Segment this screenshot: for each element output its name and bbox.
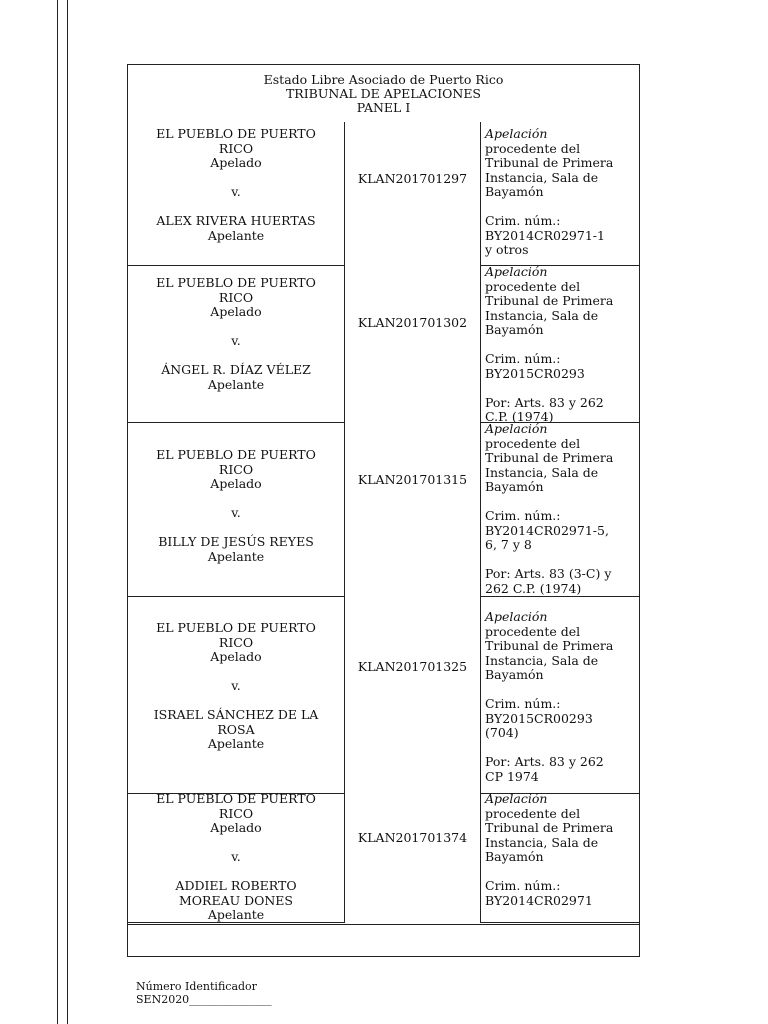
appellee-name-cont: RICO bbox=[218, 805, 254, 821]
origin-line: Bayamón bbox=[485, 322, 544, 337]
appellee-name-cont: RICO bbox=[218, 634, 254, 650]
appeal-type: Apelación bbox=[485, 791, 548, 806]
origin-line: procedente del bbox=[485, 623, 581, 639]
appeal-type: Apelación bbox=[485, 421, 548, 436]
appellant-role: Apelante bbox=[207, 376, 265, 392]
appellant-name-cont: MOREAU DONES bbox=[178, 892, 293, 908]
versus: v. bbox=[231, 505, 241, 520]
origin-line: Instancia, Sala de bbox=[485, 169, 599, 185]
footer-code: SEN2020_______________ bbox=[136, 993, 272, 1006]
origin-line: Bayamón bbox=[485, 184, 544, 199]
margin-line-inner bbox=[67, 0, 68, 1024]
articles-line: Por: Arts. 83 (3-C) y bbox=[485, 566, 612, 581]
appellee-name: EL PUEBLO DE PUERTO bbox=[156, 126, 316, 141]
criminal-number-line: BY2014CR02971-5, bbox=[485, 522, 609, 538]
appellee-role: Apelado bbox=[210, 820, 262, 835]
footer-label: Número Identificador bbox=[136, 980, 257, 993]
versus: v. bbox=[231, 333, 241, 348]
case-number: KLAN201701374 bbox=[357, 830, 468, 845]
origin-line: Tribunal de Primera bbox=[485, 820, 614, 835]
caption-table bbox=[127, 64, 640, 957]
procedure-cell bbox=[480, 423, 640, 597]
criminal-number-line: BY2014CR02971-1 bbox=[485, 227, 605, 243]
articles-line: 262 C.P. (1974) bbox=[485, 580, 582, 596]
origin-line: Instancia, Sala de bbox=[485, 834, 599, 850]
appellant-role: Apelante bbox=[207, 548, 265, 564]
procedure-cell bbox=[480, 266, 640, 423]
appellant-name: ÁNGEL R. DÍAZ VÉLEZ bbox=[161, 362, 311, 377]
case-number: KLAN201701315 bbox=[357, 472, 468, 487]
appellee-name-cont: RICO bbox=[218, 461, 254, 477]
case-number: KLAN201701297 bbox=[357, 171, 468, 186]
origin-line: procedente del bbox=[485, 805, 581, 821]
appellant-name: ADDIEL ROBERTO bbox=[175, 878, 297, 893]
appellee-name: EL PUEBLO DE PUERTO bbox=[156, 620, 316, 635]
versus: v. bbox=[231, 849, 241, 864]
origin-line: Instancia, Sala de bbox=[485, 464, 599, 480]
margin-line-outer bbox=[57, 0, 58, 1024]
versus: v. bbox=[231, 678, 241, 693]
procedure-cell bbox=[480, 597, 640, 794]
appeal-type: Apelación bbox=[485, 609, 548, 624]
criminal-number-line: Crim. núm.: bbox=[485, 696, 561, 711]
procedure-cell bbox=[480, 791, 640, 923]
origin-line: Tribunal de Primera bbox=[485, 638, 614, 653]
origin-line: procedente del bbox=[485, 278, 581, 294]
articles-line: Por: Arts. 83 y 262 bbox=[485, 394, 604, 410]
origin-line: Bayamón bbox=[485, 849, 544, 864]
appellee-name-cont: RICO bbox=[218, 289, 254, 305]
appeal-type: Apelación bbox=[485, 126, 548, 141]
appellee-name: EL PUEBLO DE PUERTO bbox=[156, 791, 316, 806]
versus: v. bbox=[231, 184, 241, 199]
court-header bbox=[128, 73, 639, 115]
footer bbox=[136, 980, 272, 1006]
party-cell bbox=[128, 423, 345, 597]
party-cell bbox=[128, 122, 345, 266]
origin-line: Bayamón bbox=[485, 479, 544, 494]
appellee-name: EL PUEBLO DE PUERTO bbox=[156, 275, 316, 290]
party-cell bbox=[128, 597, 345, 794]
origin-line: procedente del bbox=[485, 435, 581, 451]
articles-line: Por: Arts. 83 y 262 bbox=[485, 754, 604, 769]
appellant-role: Apelante bbox=[207, 907, 265, 922]
criminal-number-line: Crim. núm.: bbox=[485, 508, 561, 523]
criminal-number-line: BY2015CR0293 bbox=[485, 365, 585, 381]
header-line-3: PANEL I bbox=[356, 100, 411, 115]
articles-line: C.P. (1974) bbox=[485, 409, 554, 424]
criminal-number-line: BY2015CR00293 bbox=[485, 710, 593, 726]
appellee-role: Apelado bbox=[210, 476, 262, 491]
origin-line: Tribunal de Primera bbox=[485, 155, 614, 170]
header-line-2: TRIBUNAL DE APELACIONES bbox=[285, 86, 482, 101]
criminal-number-line: (704) bbox=[485, 725, 519, 740]
appellant-name: ISRAEL SÁNCHEZ DE LA bbox=[153, 707, 319, 722]
origin-line: Bayamón bbox=[485, 667, 544, 682]
case-number: KLAN201701302 bbox=[357, 315, 468, 330]
appellee-role: Apelado bbox=[210, 155, 262, 170]
articles-line: CP 1974 bbox=[485, 768, 539, 784]
appellee-name: EL PUEBLO DE PUERTO bbox=[156, 447, 316, 462]
origin-line: Instancia, Sala de bbox=[485, 652, 599, 668]
party-cell bbox=[128, 266, 345, 423]
criminal-number-line: 6, 7 y 8 bbox=[485, 537, 532, 552]
criminal-number-line: Crim. núm.: bbox=[485, 213, 561, 228]
procedure-cell bbox=[480, 122, 640, 266]
header-line-1: Estado Libre Asociado de Puerto Rico bbox=[263, 72, 504, 87]
appellee-role: Apelado bbox=[210, 649, 262, 664]
criminal-number-line: Crim. núm.: bbox=[485, 878, 561, 893]
appellant-name: BILLY DE JESÚS REYES bbox=[158, 534, 314, 549]
criminal-number-line: y otros bbox=[485, 242, 529, 257]
origin-line: Tribunal de Primera bbox=[485, 450, 614, 465]
appellant-role: Apelante bbox=[207, 227, 265, 243]
criminal-number-line: Crim. núm.: bbox=[485, 351, 561, 366]
appeal-type: Apelación bbox=[485, 264, 548, 279]
appellee-name-cont: RICO bbox=[218, 140, 254, 156]
origin-line: procedente del bbox=[485, 140, 581, 156]
origin-line: Tribunal de Primera bbox=[485, 293, 614, 308]
bottom-rule bbox=[128, 924, 639, 925]
party-cell bbox=[128, 791, 345, 923]
origin-line: Instancia, Sala de bbox=[485, 307, 599, 323]
criminal-number-line: BY2014CR02971 bbox=[485, 892, 593, 908]
case-number: KLAN201701325 bbox=[357, 659, 468, 674]
appellant-name: ALEX RIVERA HUERTAS bbox=[156, 213, 316, 228]
appellant-name-cont: ROSA bbox=[217, 721, 255, 737]
appellee-role: Apelado bbox=[210, 304, 262, 319]
appellant-role: Apelante bbox=[207, 736, 265, 751]
